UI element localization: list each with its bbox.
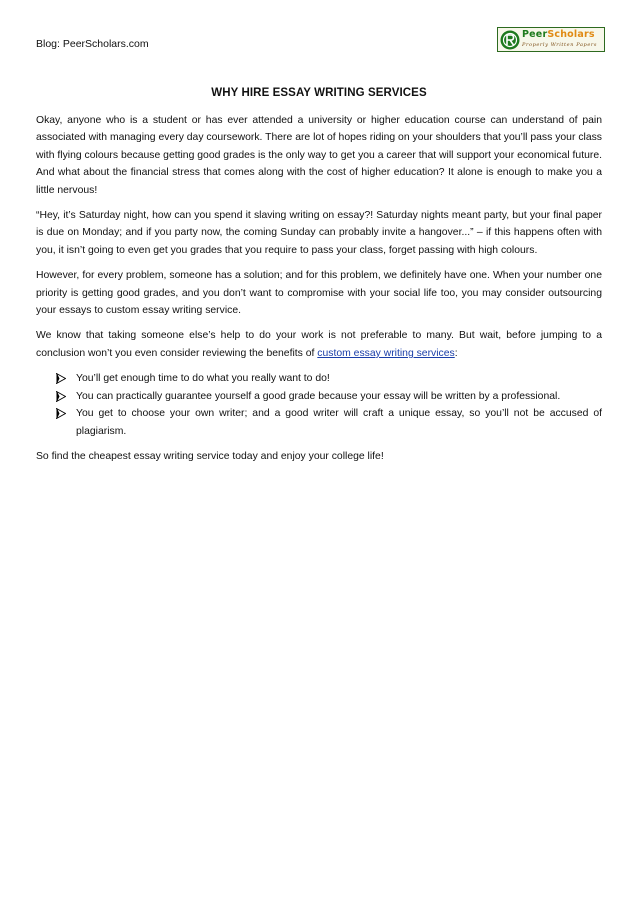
paragraph-4-text: We know that taking someone else’s help to do your work is not preferable to many. But wait, before jumping to a conclusion won’t you even consider reviewing the benefits of	[36, 330, 602, 359]
list-item	[36, 405, 602, 440]
benefits-list	[36, 370, 602, 440]
list-item-text: You get to choose your own writer; and a good writer will craft a unique essay, so you’ll not be accused of plagiarism.	[76, 408, 602, 437]
logo-emblem-icon	[500, 30, 520, 50]
blog-label: Blog: PeerScholars.com	[36, 38, 149, 50]
list-item-text: You can practically guarantee yourself a good grade because your essay will be written by a professional.	[76, 390, 561, 402]
list-item	[36, 388, 602, 405]
arrow-bullet-icon	[56, 373, 66, 384]
paragraph-4	[36, 327, 602, 362]
arrow-bullet-icon	[56, 408, 66, 419]
paragraph-1: Okay, anyone who is a student or has ever attended a university or higher education course can understand of pain associated with managing every day coursework. There are lot of hopes riding on your shoulders that you’ll pass your class with flying colours because getting good grades is the only way to get you a career that will support your economical future. And what about the financial stress that comes along with the cost of higher education? It alone is enough to make you a little nervous!	[36, 115, 602, 196]
page-title: WHY HIRE ESSAY WRITING SERVICES	[211, 87, 427, 99]
custom-essay-writing-services-link[interactable]: custom essay writing services	[317, 347, 455, 359]
paragraph-4-tail: :	[454, 347, 458, 359]
logo-name	[522, 29, 595, 40]
logo-tagline: Properly Written Papers	[522, 42, 598, 48]
logo-name-peer: Peer	[522, 29, 548, 40]
closing-paragraph: So find the cheapest essay writing service today and enjoy your college life!	[36, 450, 384, 462]
peerscholars-logo	[497, 27, 605, 52]
paragraph-3: However, for every problem, someone has a solution; and for this problem, we definitely have one. When your number one priority is getting good grades, and you don’t want to compromise with your social life too, you may consider outsourcing your essays to custom essay writing service.	[36, 270, 602, 317]
logo-name-scholars: Scholars	[547, 29, 595, 40]
document-body	[36, 112, 602, 473]
list-item-text: You’ll get enough time to do what you really want to do!	[76, 373, 330, 385]
arrow-bullet-icon	[56, 391, 66, 402]
list-item	[36, 370, 602, 387]
paragraph-2: “Hey, it’s Saturday night, how can you spend it slaving writing on essay?! Saturday nights meant party, but your final paper is due on Monday; and if you party now, the coming Sunday can probably invite a hangover...” – if this happens often with you, it isn’t going to even get you grades that you require to pass your class, forget passing with high colours.	[36, 210, 602, 256]
